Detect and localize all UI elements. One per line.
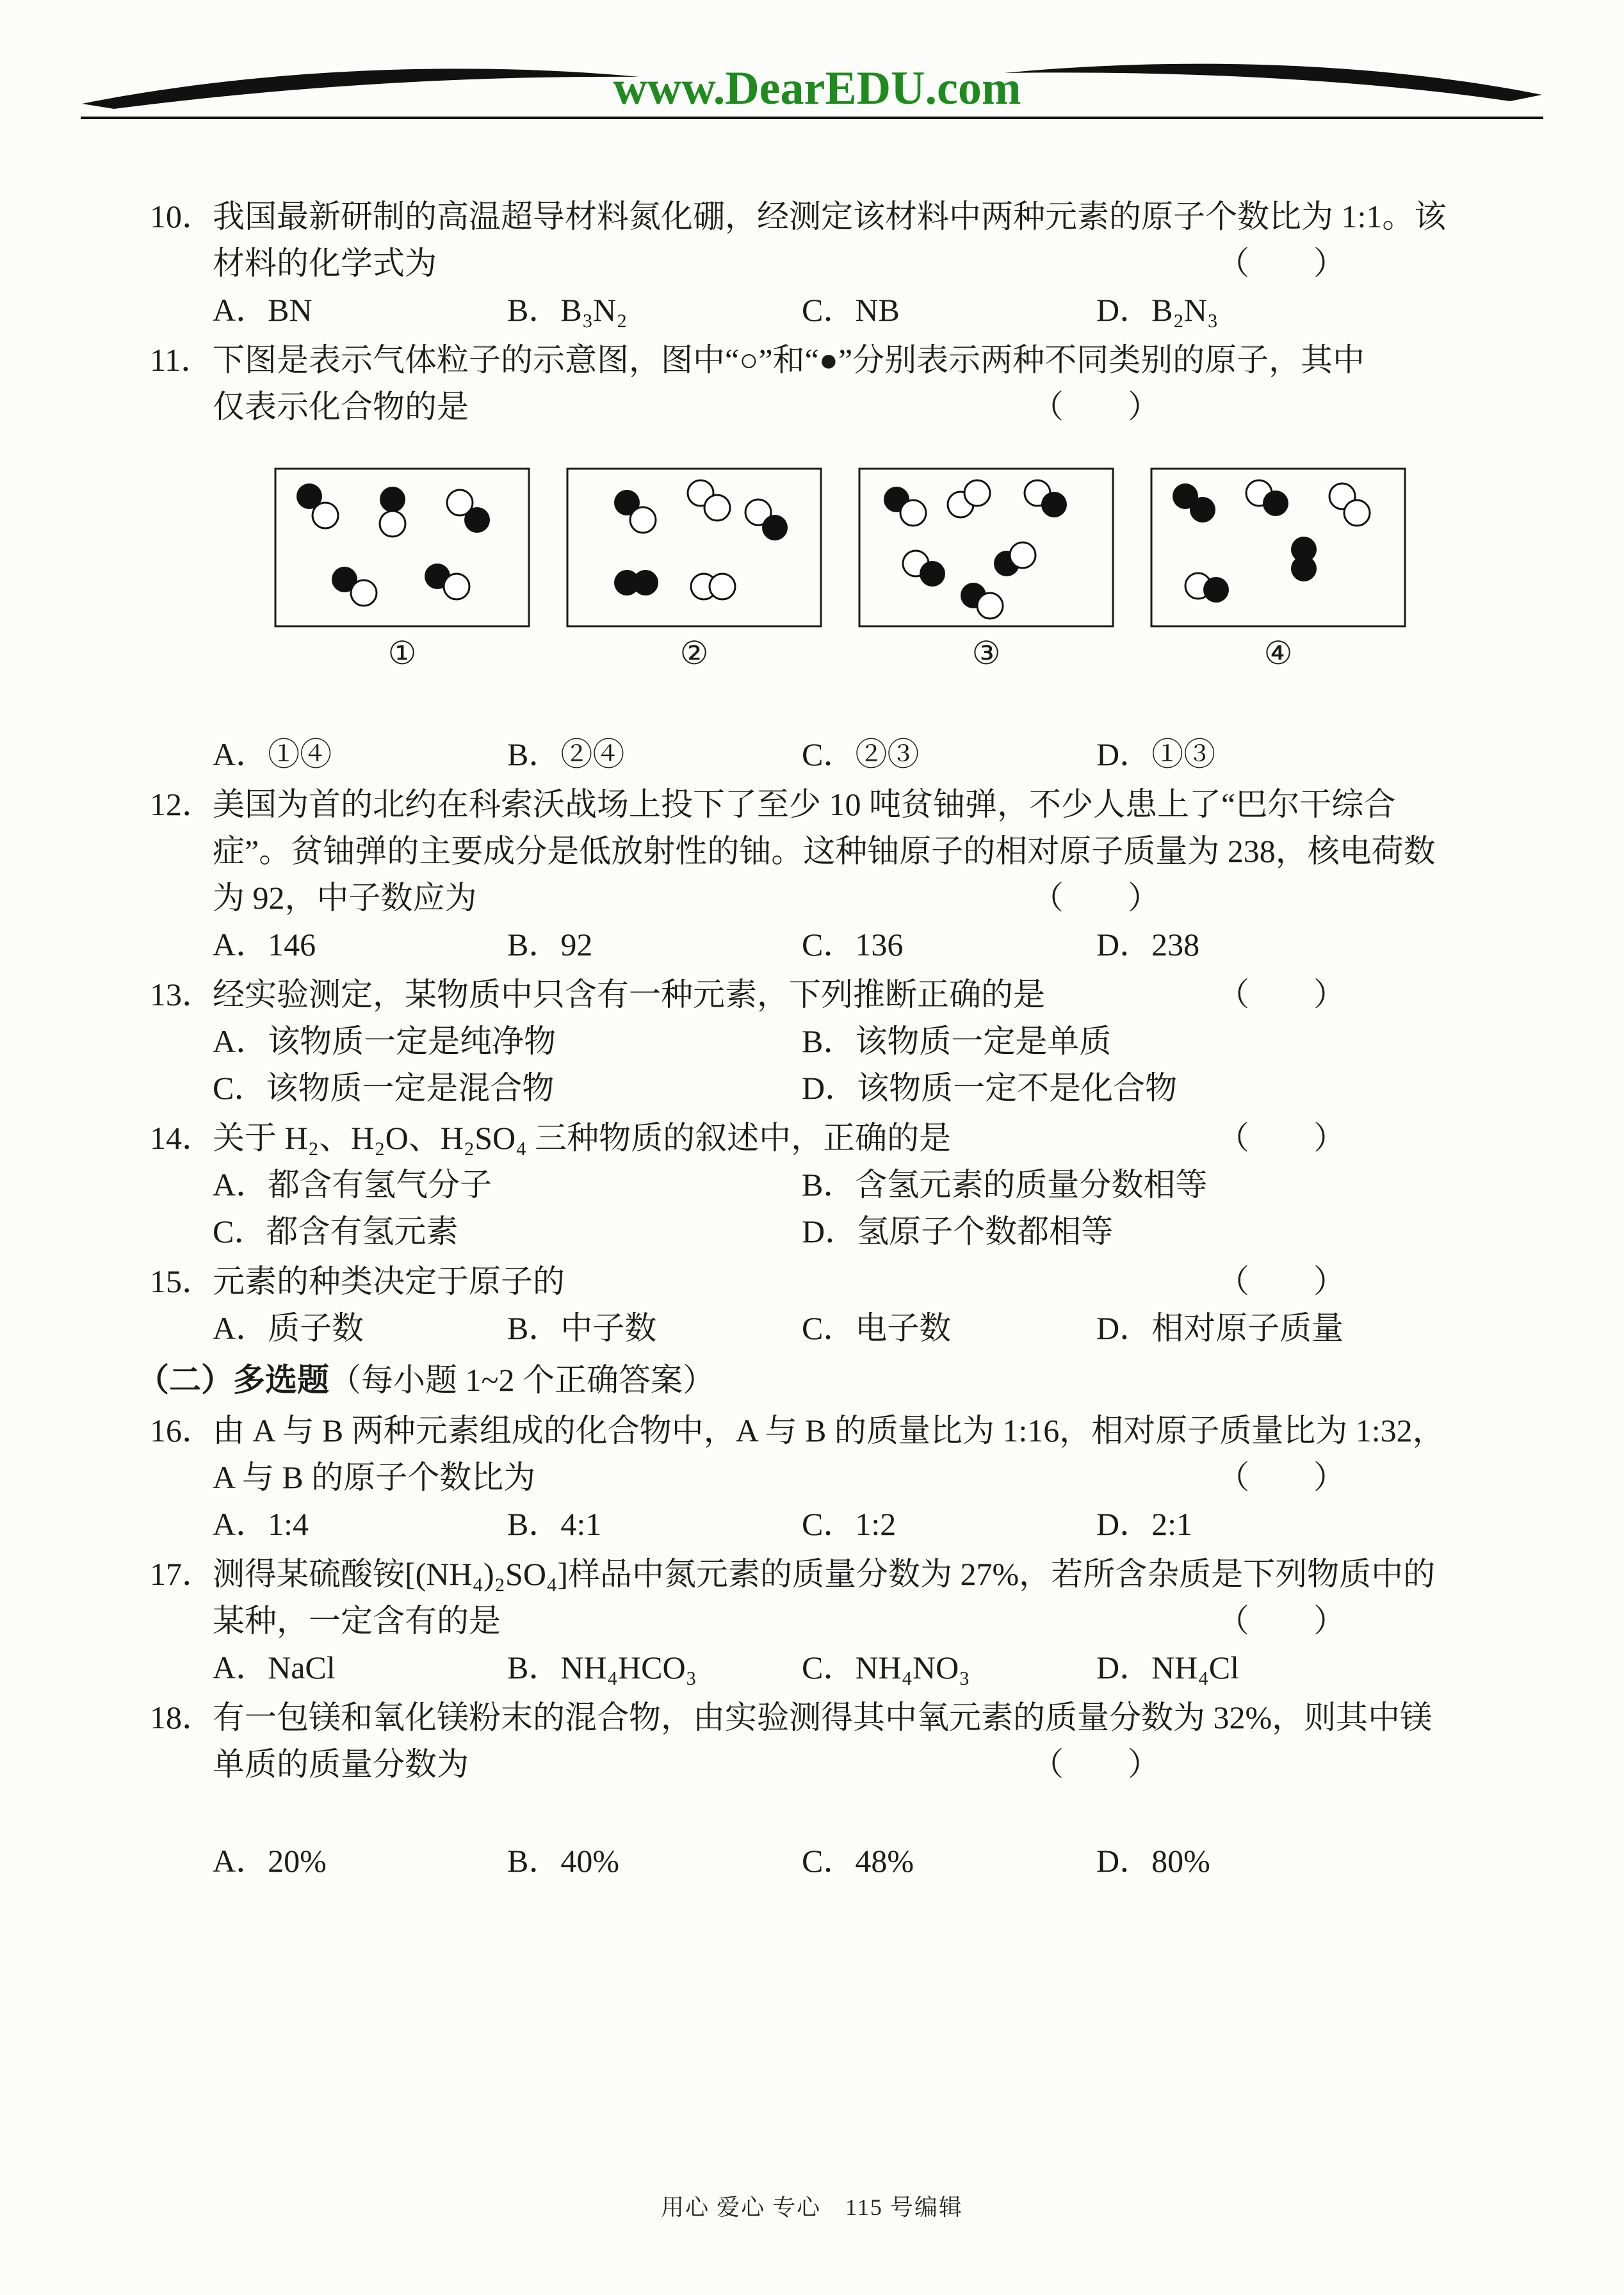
particle-box-label: ③ — [971, 635, 1001, 671]
particle-box-4 — [1150, 467, 1406, 672]
option-A: A．①④ — [213, 736, 332, 772]
options-group — [213, 1162, 1477, 1255]
question-text: 经实验测定，某物质中只含有一种元素，下列推断正确的是 — [213, 977, 1045, 1012]
particle-box-2 — [566, 467, 822, 672]
answer-bracket: （ ） — [1217, 1120, 1345, 1156]
question-line — [213, 1115, 1477, 1162]
option-A: A．质子数 — [213, 1310, 364, 1346]
atom-open-icon — [630, 507, 656, 533]
question-line — [213, 1551, 1477, 1598]
question-line — [213, 875, 1477, 921]
question-text: 测得某硫酸铵[(NH₄)₂SO₄]样品中氮元素的质量分数为 27%，若所含杂质是下列物质中的 — [213, 1556, 1436, 1592]
answer-bracket: （ ） — [1032, 880, 1160, 916]
atom-filled-icon — [464, 507, 490, 533]
question-number: 16． — [150, 1413, 214, 1448]
logo-banner — [76, 53, 1548, 136]
section-title: （二）多选题 — [137, 1362, 329, 1398]
option-C: C．48% — [802, 1843, 914, 1879]
option-C: C．NH₄NO₃ — [802, 1650, 970, 1685]
atom-open-icon — [704, 495, 730, 521]
options-group — [213, 1644, 1477, 1691]
atom-open-icon — [380, 511, 405, 537]
option-C: C．NB — [802, 292, 900, 328]
atom-open-icon — [313, 503, 338, 528]
particle-box-label: ② — [679, 635, 709, 671]
question-12 — [150, 781, 1477, 968]
option-C: C．电子数 — [802, 1310, 952, 1346]
question-text: 关于 H₂、H₂O、H₂SO₄ 三种物质的叙述中，正确的是 — [213, 1120, 952, 1156]
option-A: A．146 — [213, 927, 316, 962]
question-text: 材料的化学式为 — [213, 245, 437, 281]
particle-box-drawing — [566, 467, 822, 628]
atom-filled-icon — [920, 561, 945, 587]
atom-filled-icon — [1291, 556, 1317, 581]
question-line — [213, 384, 1477, 430]
question-line — [213, 781, 1477, 828]
option-D: D．①③ — [1096, 736, 1216, 772]
question-text: 仅表示化合物的是 — [213, 389, 469, 425]
options-group — [213, 287, 1477, 334]
atom-filled-icon — [633, 570, 658, 596]
footer-text: 用心 爱心 专心 115 号编辑 — [661, 2194, 963, 2220]
atom-open-icon — [444, 574, 469, 599]
atom-open-icon — [900, 500, 926, 526]
question-text: 有一包镁和氧化镁粉末的混合物，由实验测得其中氧元素的质量分数为 32%，则其中镁 — [213, 1699, 1433, 1735]
question-line — [213, 1407, 1477, 1454]
options-group — [213, 1305, 1477, 1352]
answer-bracket: （ ） — [1217, 1603, 1345, 1639]
question-number: 18． — [150, 1699, 214, 1735]
option-B: B．40% — [507, 1843, 619, 1879]
question-text: 下图是表示气体粒子的示意图，图中“○”和“●”分别表示两种不同类别的原子，其中 — [213, 342, 1365, 378]
atom-open-icon — [1344, 500, 1370, 526]
answer-bracket: （ ） — [1217, 1263, 1345, 1299]
question-line — [213, 337, 1477, 384]
option-B: B．②④ — [507, 736, 625, 772]
particle-box-drawing — [858, 467, 1114, 628]
atom-open-icon — [710, 574, 735, 599]
option-B: B．中子数 — [507, 1310, 657, 1346]
option-D: D．80% — [1096, 1843, 1210, 1879]
section-note: （每小题 1~2 个正确答案） — [329, 1362, 715, 1398]
option-A: A．NaCl — [213, 1650, 336, 1685]
particle-box-1 — [274, 467, 530, 672]
question-line — [213, 1694, 1477, 1741]
question-17 — [150, 1551, 1477, 1691]
question-18 — [150, 1694, 1477, 1885]
logo-underline — [81, 117, 1543, 119]
answer-bracket: （ ） — [1032, 389, 1160, 425]
logo-swoosh-right-icon — [1004, 64, 1542, 101]
atom-open-icon — [351, 580, 377, 606]
particle-box-3 — [858, 467, 1114, 672]
question-text: 为 92，中子数应为 — [213, 880, 477, 916]
options-group — [213, 1838, 1477, 1885]
answer-bracket: （ ） — [1217, 1459, 1345, 1495]
atom-filled-icon — [1190, 497, 1215, 523]
question-line — [213, 828, 1477, 875]
question-13 — [150, 971, 1477, 1112]
option-A: A．BN — [213, 292, 313, 328]
question-16 — [150, 1407, 1477, 1548]
question-number: 10． — [150, 199, 214, 234]
options-group — [213, 921, 1477, 968]
question-text: 症”。贫铀弹的主要成分是低放射性的铀。这种铀原子的相对原子质量为 238，核电荷数 — [213, 833, 1436, 869]
question-text: 某种，一定含有的是 — [213, 1603, 501, 1639]
options-group — [213, 731, 1477, 778]
option-A: A．20% — [213, 1843, 327, 1879]
particle-box-label: ④ — [1263, 635, 1293, 671]
question-text: A 与 B 的原子个数比为 — [213, 1459, 536, 1495]
atom-open-icon — [977, 593, 1003, 619]
question-number: 17． — [150, 1556, 214, 1592]
question-line — [213, 971, 1477, 1018]
option-B: B．NH₄HCO₃ — [507, 1650, 697, 1685]
atom-filled-icon — [762, 515, 788, 540]
option-C: C．1:2 — [802, 1506, 897, 1542]
particle-diagram — [274, 467, 1477, 672]
question-line — [213, 193, 1477, 240]
question-line — [213, 1454, 1477, 1501]
question-number: 15． — [150, 1263, 214, 1299]
question-14 — [150, 1115, 1477, 1255]
option-D: D．氢原子个数都相等 — [802, 1213, 1114, 1249]
option-C: C．136 — [802, 927, 904, 962]
question-number: 14． — [150, 1120, 214, 1156]
option-D: D．2:1 — [1096, 1506, 1192, 1542]
content — [137, 193, 1477, 1888]
particle-box-label: ① — [387, 635, 417, 671]
question-line — [213, 1258, 1477, 1305]
option-B: B．含氢元素的质量分数相等 — [802, 1167, 1208, 1203]
option-D: D．该物质一定不是化合物 — [802, 1070, 1178, 1106]
options-group — [213, 1501, 1477, 1548]
answer-bracket: （ ） — [1032, 1746, 1160, 1782]
question-number: 11． — [150, 342, 213, 378]
question-line — [213, 1741, 1477, 1788]
option-D: D．相对原子质量 — [1096, 1310, 1344, 1346]
section-heading — [137, 1355, 1477, 1405]
options-group — [213, 1018, 1477, 1112]
option-C: C．该物质一定是混合物 — [213, 1070, 555, 1106]
option-B: B．4:1 — [507, 1506, 602, 1542]
option-B: B．92 — [507, 927, 593, 962]
option-D: D．238 — [1096, 927, 1200, 962]
particle-box-drawing — [274, 467, 530, 628]
answer-bracket: （ ） — [1217, 245, 1345, 281]
answer-bracket: （ ） — [1217, 977, 1345, 1012]
atom-filled-icon — [1203, 577, 1229, 603]
option-A: A．都含有氢气分子 — [213, 1167, 492, 1203]
question-number: 12． — [150, 786, 214, 822]
question-text: 美国为首的北约在科索沃战场上投下了至少 10 吨贫铀弹，不少人患上了“巴尔干综合 — [213, 786, 1396, 822]
question-15 — [150, 1258, 1477, 1352]
atom-filled-icon — [1041, 492, 1067, 517]
question-text: 由 A 与 B 两种元素组成的化合物中，A 与 B 的质量比为 1:16，相对原子质量比为 1:32， — [213, 1413, 1445, 1448]
question-text: 元素的种类决定于原子的 — [213, 1263, 565, 1299]
atom-filled-icon — [1263, 491, 1288, 516]
option-A: A．1:4 — [213, 1506, 309, 1542]
question-number: 13． — [150, 977, 214, 1012]
option-C: C．②③ — [802, 736, 920, 772]
question-10 — [150, 193, 1477, 334]
question-text: 我国最新研制的高温超导材料氮化硼，经测定该材料中两种元素的原子个数比为 1:1。该 — [213, 199, 1447, 234]
question-line — [213, 1598, 1477, 1644]
logo-swoosh-left-icon — [82, 69, 639, 109]
atom-open-icon — [1010, 542, 1035, 568]
question-text: 单质的质量分数为 — [213, 1746, 469, 1782]
option-A: A．该物质一定是纯净物 — [213, 1023, 556, 1059]
option-B: B．B₃N₂ — [507, 292, 628, 328]
option-B: B．该物质一定是单质 — [802, 1023, 1112, 1059]
option-D: D．NH₄Cl — [1096, 1650, 1239, 1685]
atom-open-icon — [964, 480, 990, 506]
option-C: C．都含有氢元素 — [213, 1213, 459, 1249]
question-line — [213, 240, 1477, 287]
question-11 — [150, 337, 1477, 778]
atom-filled-icon — [380, 487, 405, 512]
header — [76, 53, 1548, 136]
logo-text: www.DearEDU.com — [613, 62, 1021, 115]
particle-box-drawing — [1150, 467, 1406, 628]
option-D: D．B₂N₃ — [1096, 292, 1219, 328]
